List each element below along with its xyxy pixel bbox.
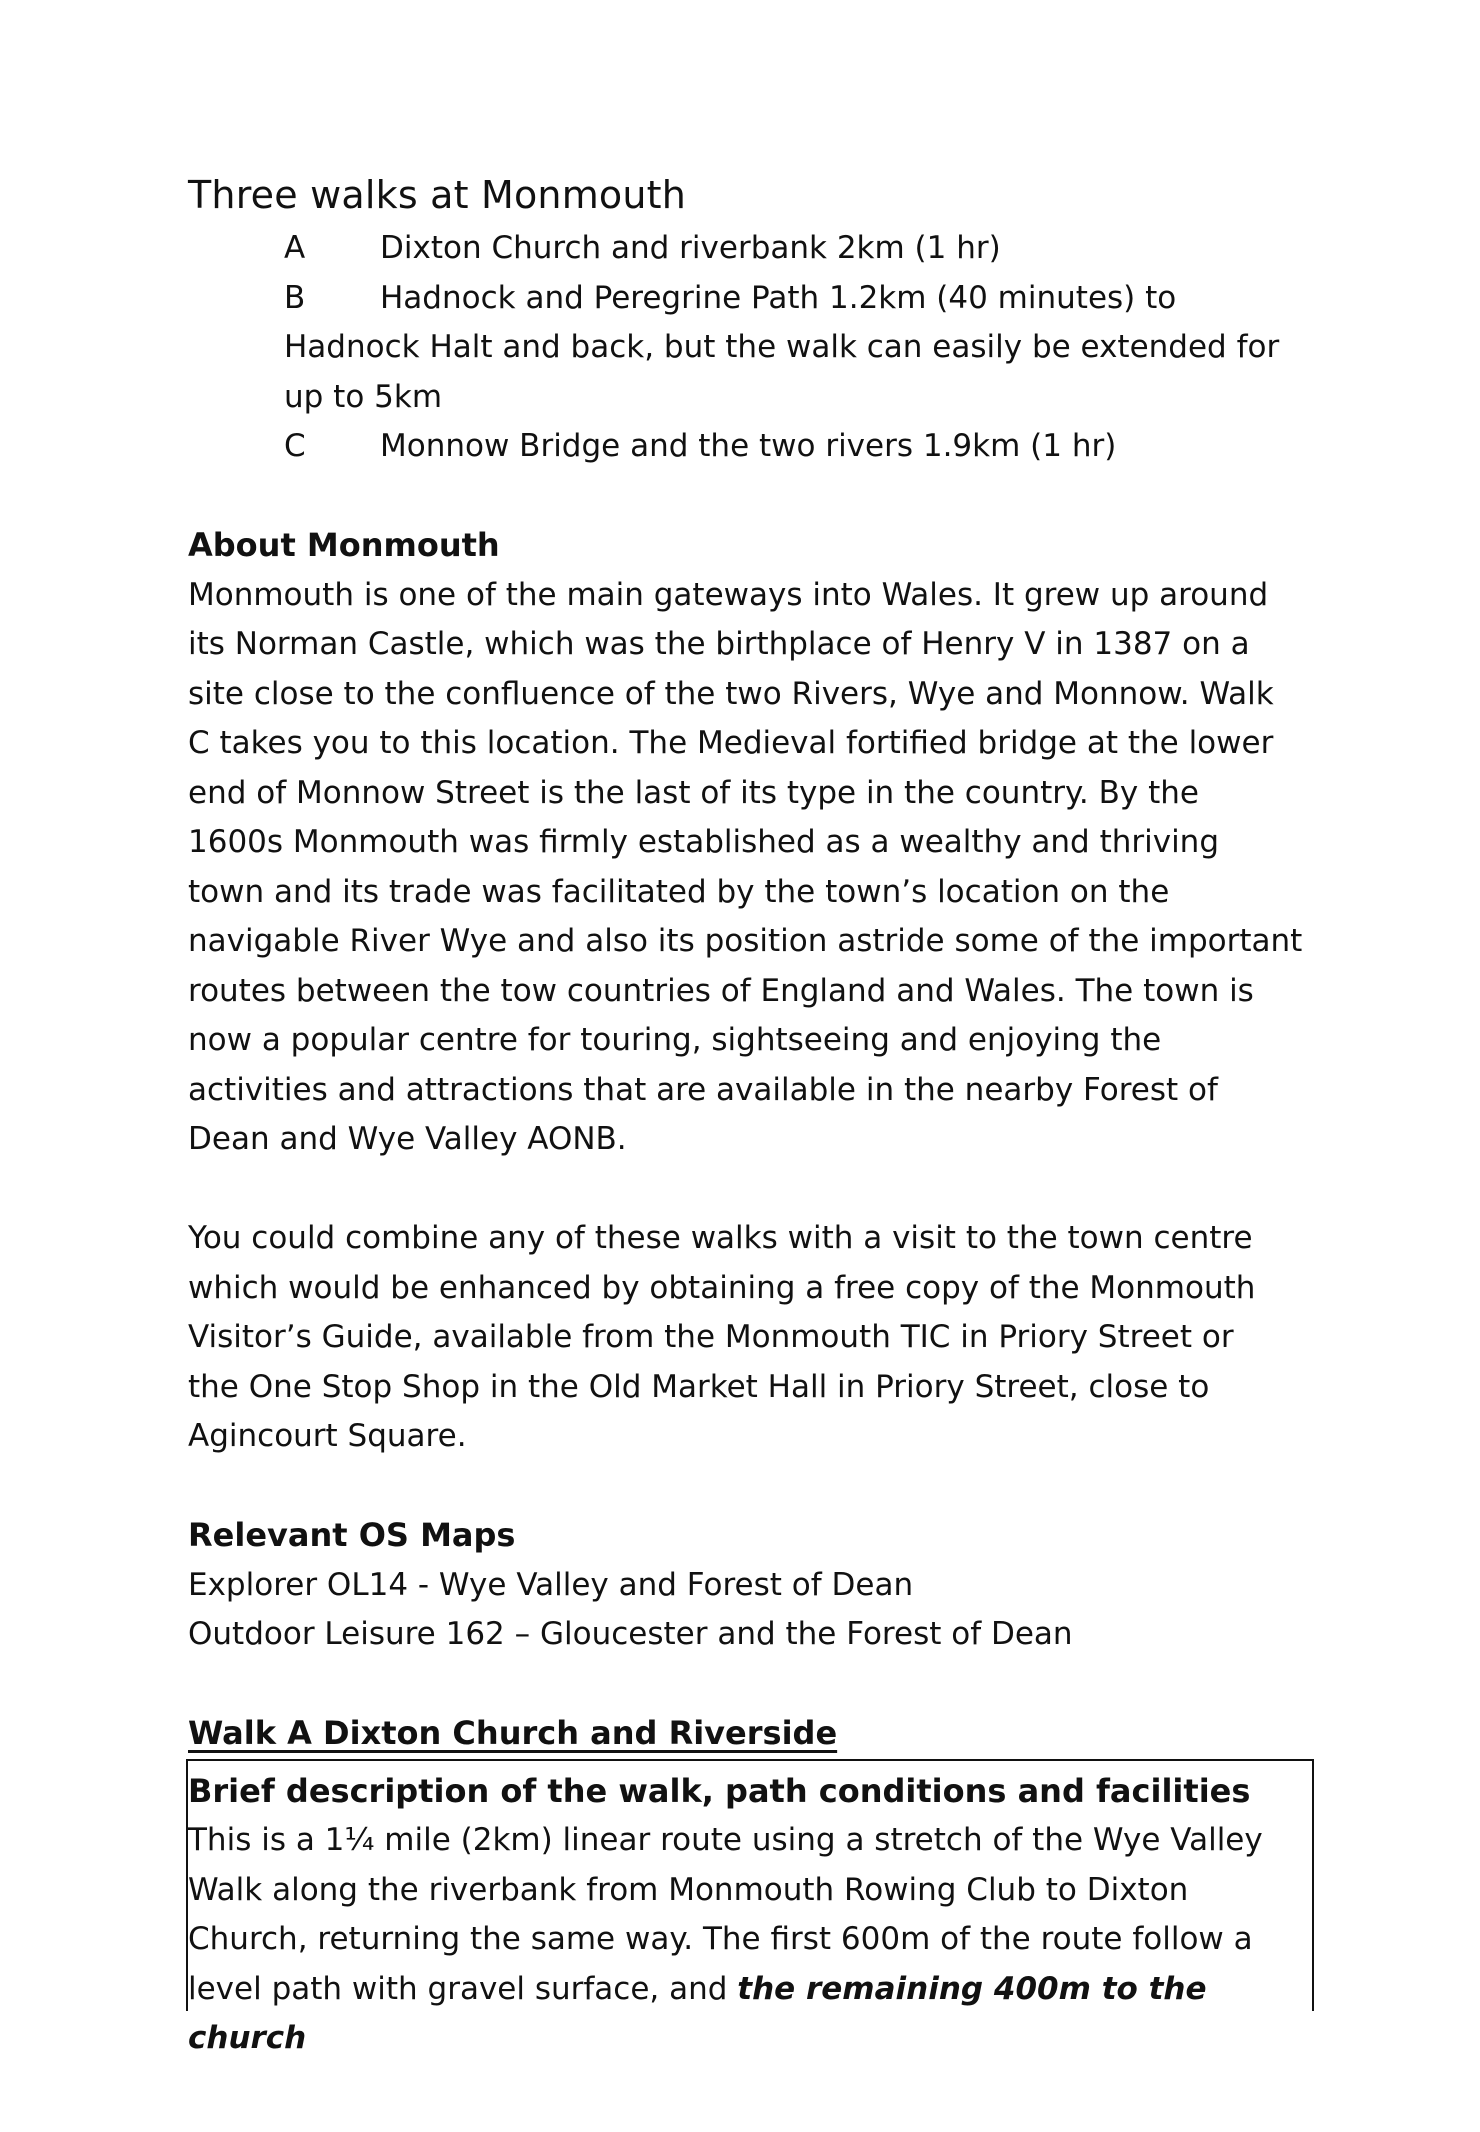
walk-a-heading: Walk A Dixton Church and Riverside [188,1714,838,1752]
combine-paragraph [188,1214,1328,1462]
page-title: Three walks at Monmouth [188,173,687,217]
walk-letter: C [284,428,306,464]
list-item [284,274,1328,324]
walk-description-box [186,1759,1314,2056]
walk-description: Dixton Church and riverbank 2km (1 hr) [380,230,1001,266]
list-item-continuation: Hadnock Halt and back, but the walk can easily be extended for [284,329,1280,365]
text-line: 1600s Monmouth was firmly established as a wealthy and thriving [188,824,1220,860]
list-item [284,422,1328,472]
list-item-continuation: up to 5km [284,378,443,415]
walk-list [284,224,1328,472]
map-item: Explorer OL14 - Wye Valley and Forest of Dean [188,1566,914,1603]
about-paragraph [188,571,1328,1165]
walk-description: Hadnock and Peregrine Path 1.2km (40 minutes) to [380,279,1177,316]
spacer [188,472,1328,522]
text-line: site close to the confluence of the two Rivers, Wye and Monnow. Walk [188,675,1274,712]
text-line: navigable River Wye and also its position astride some of the important [188,923,1303,959]
text-line: activities and attractions that are available in the nearby Forest of [188,1071,1218,1108]
text-line [188,1965,1312,2064]
about-heading: About Monmouth [188,526,500,564]
text-line: Monmouth is one of the main gateways into Wales. It grew up around [188,576,1269,613]
document-page [188,170,1328,2056]
maps-heading: Relevant OS Maps [188,1516,516,1554]
text-line: This is a 1¼ mile (2km) linear route using a stretch of the Wye Valley [188,1822,1263,1858]
text-line: routes between the tow countries of England and Wales. The town is [188,972,1254,1009]
text-plain: level path with gravel surface, and [188,1970,738,2007]
text-line: which would be enhanced by obtaining a free copy of the Monmouth [188,1269,1256,1306]
spacer [188,1165,1328,1215]
text-line: now a popular centre for touring, sightseeing and enjoying the [188,1022,1162,1058]
text-line: C takes you to this location. The Medieval fortified bridge at the lower [188,725,1274,761]
spacer [188,1660,1328,1710]
text-line: Walk along the riverbank from Monmouth Rowing Club to Dixton [188,1871,1189,1908]
text-line: town and its trade was facilitated by the town’s location on the [188,873,1170,910]
text-line: Visitor’s Guide, available from the Monmouth TIC in Priory Street or [188,1319,1234,1355]
description-heading: Brief description of the walk, path conditions and facilities [188,1771,1251,1810]
spacer [188,1462,1328,1512]
walk-description: Monnow Bridge and the two rivers 1.9km (1 hr) [380,428,1117,464]
text-emphasis: the remaining 400m to the church [188,1970,1207,2056]
text-line: its Norman Castle, which was the birthplace of Henry V in 1387 on a [188,626,1250,662]
text-line: You could combine any of these walks with a visit to the town centre [188,1220,1253,1256]
text-line: Dean and Wye Valley AONB. [188,1121,627,1157]
text-line: Agincourt Square. [188,1418,467,1454]
text-line: end of Monnow Street is the last of its type in the country. By the [188,774,1199,811]
walk-letter: A [284,230,306,266]
walk-letter: B [284,279,306,316]
text-line: the One Stop Shop in the Old Market Hall in Priory Street, close to [188,1368,1210,1405]
map-item: Outdoor Leisure 162 – Gloucester and the Forest of Dean [188,1616,1073,1652]
list-item [284,224,1328,274]
text-line: Church, returning the same way. The first 600m of the route follow a [188,1921,1253,1957]
